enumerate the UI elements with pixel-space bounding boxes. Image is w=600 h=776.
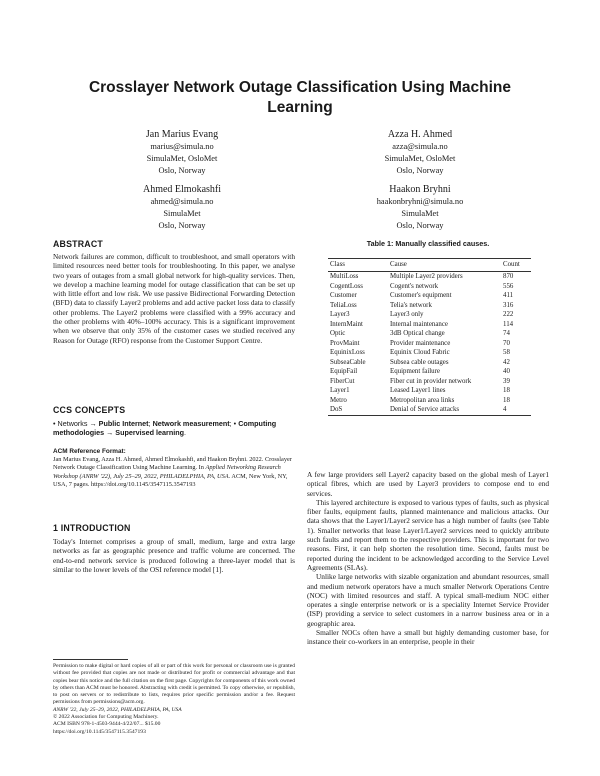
author-affiliation: SimulaMet, OsloMet [146, 154, 218, 163]
cell-class: MultiLoss [330, 273, 359, 280]
author-location: Oslo, Norway [158, 166, 206, 175]
acm-ref-text [53, 456, 295, 489]
cell-class: ProvMaint [330, 339, 360, 347]
cell-count: 18 [503, 387, 510, 394]
author-block-4 [320, 183, 520, 232]
author-affiliation: SimulaMet [163, 209, 201, 218]
table-row [328, 348, 531, 358]
cell-class: EquinixLoss [330, 349, 365, 356]
paragraph: Unlike large networks with sizable organization and abundant resources, small and medium network operators have a much smaller Network Operations Centre (NOC) with limited resources and staff. A typical small-medium NOC either operates a single enterprise network or is a speciality Internet Service Provider (ISP) providing a service to select customers in a narrow business area or in a geographic area. [307, 572, 549, 628]
table-body [328, 272, 531, 416]
author-affiliation: SimulaMet [401, 209, 439, 218]
acm-ref-venue: Applied Networking Research Workshop (ANRW '22), July 25–29, 2022, PHILADELPHIA, PA, USA. [53, 464, 281, 480]
author-email: ahmed@simula.no [150, 197, 214, 206]
paragraph: This layered architecture is exposed to various types of faults, such as physical fiber faults, equipment faults, planned maintenance and malicious attacks. Our data shows that the Layer1/Layer2 service has a high number of faults (see Table 1). Smaller networks that lease Layer1/Layer2 services need to quickly attribute such faults and report them to the respective providers. This is important for two reasons. First, it can help shorten the resolution time. Second, faults must be reported during the incident to be acknowledged according to the Service Level Agreements (SLAs). [307, 497, 549, 572]
cell-cause: Equinix Cloud Fabric [390, 349, 450, 356]
author-email: haakonbryhni@simula.no [376, 197, 464, 206]
table-row [328, 405, 531, 415]
isbn-line: ACM ISBN 978-1-4503-9444-4/22/07... $15.00 [53, 721, 161, 728]
acm-ref-part: Jan Marius Evang, Azza H. Ahmed, Ahmed Elmokashfi, and Haakon Bryhni. 2022. Crosslayer Network Outage Classification Using Machine Learning. In [53, 456, 292, 472]
cell-cause: Cogent's network [390, 282, 439, 290]
author-name: Ahmed Elmokashfi [142, 184, 222, 195]
cell-count: 42 [503, 358, 510, 366]
ccs-part: . [184, 428, 186, 438]
cell-class: Layer3 [330, 311, 350, 318]
table-row [328, 377, 531, 387]
cell-cause: Equipment failure [390, 368, 440, 375]
cell-count: 70 [503, 339, 510, 347]
cell-class: Metro [330, 396, 347, 404]
abstract-section [53, 239, 295, 345]
cell-count: 870 [503, 273, 514, 280]
cell-cause: Metropolitan area links [390, 396, 455, 404]
cell-class: Layer1 [330, 387, 350, 394]
table-row [328, 396, 531, 406]
venue-line: ANRW '22, July 25–29, 2022, PHILADELPHIA, PA, USA [53, 706, 182, 713]
author-name: Jan Marius Evang [145, 129, 219, 140]
table-header-row [328, 259, 531, 272]
ccs-part: Computing methodologies → Supervised learning [53, 419, 277, 438]
cell-count: 222 [503, 311, 514, 318]
ccs-part: Public Internet [98, 419, 149, 428]
author-location: Oslo, Norway [396, 166, 444, 175]
author-affiliation: SimulaMet, OsloMet [384, 154, 456, 163]
author-block-3 [82, 183, 282, 232]
author-location: Oslo, Norway [396, 221, 444, 230]
cell-cause: Layer3 only [390, 311, 424, 318]
ccs-section [53, 405, 295, 438]
author-email: azza@simula.no [392, 142, 448, 151]
table-row [328, 358, 531, 368]
right-column-text [307, 470, 549, 647]
table-row [328, 272, 531, 282]
cell-cause: Subsea cable outages [390, 358, 449, 366]
col-header-cause: Cause [390, 261, 407, 269]
footnote [53, 663, 295, 736]
cell-class: InternMaint [330, 320, 363, 328]
cell-class: DoS [330, 406, 343, 413]
cell-cause: Leased Layer1 lines [390, 387, 446, 394]
col-header-class: Class [330, 261, 345, 269]
causes-table [328, 258, 531, 416]
author-block-1 [82, 128, 282, 177]
table-caption: Table 1: Manually classified causes. [366, 239, 490, 248]
ccs-text [53, 419, 295, 438]
cell-count: 18 [503, 396, 510, 404]
table-row [328, 339, 531, 349]
col-header-count: Count [503, 261, 520, 269]
table-row [328, 282, 531, 292]
cell-count: 40 [503, 368, 510, 375]
cell-count: 4 [503, 406, 507, 413]
cell-count: 39 [503, 377, 510, 385]
cell-class: SubseaCable [330, 358, 366, 366]
cell-cause: Internal maintenance [390, 320, 448, 328]
cell-cause: Multiple Layer2 providers [390, 273, 463, 280]
cell-cause: Fiber cut in provider network [390, 377, 472, 385]
paragraph: Smaller NOCs often have a small but highly demanding customer base, for instance their co-workers in an enterprise, people in their [307, 628, 549, 647]
cell-count: 556 [503, 282, 514, 290]
author-block-2 [320, 128, 520, 177]
table-row [328, 320, 531, 330]
paragraph: A few large providers sell Layer2 capacity based on the global mesh of Layer1 optical fibres, which are used by Layer3 providers to compose end to end services. [307, 470, 549, 498]
table [328, 259, 531, 416]
acm-reference [53, 448, 295, 489]
ccs-heading: CCS CONCEPTS [53, 405, 126, 415]
doi-line: https://doi.org/10.1145/3547115.3547193 [53, 728, 146, 735]
table-row [328, 386, 531, 396]
paper-title: Crosslayer Network Outage Classification Using Machine Learning [88, 79, 512, 116]
cell-cause: Telia's network [390, 301, 432, 309]
table-row [328, 301, 531, 311]
table-row [328, 291, 531, 301]
table-row [328, 310, 531, 320]
cell-class: EquipFail [330, 368, 358, 375]
cell-cause: Customer's equipment [390, 292, 452, 299]
footnote-rule [53, 659, 128, 660]
cell-count: 316 [503, 301, 514, 309]
cell-cause: Provider maintenance [390, 339, 451, 347]
cell-count: 58 [503, 349, 510, 356]
abstract-text: Network failures are common, difficult to troubleshoot, and small operators with limited resources need better tools for troubleshooting. In this paper, we analyse two years of outages from a small global network for high-quality services. Then, we develop a machine learning model for outage classification that can be set up with little effort and low risk. We use passive Bidirectional Forwarding Detection (BFD) data to classify Layer2 problems and add active packet loss data to classify other problems. The Layer2 problems were classified with a 99% accuracy and the other problems with 40%–100% accuracy. This is a significant improvement when we observe that only 35% of the customer cases we studied received any Reason for Outage (RFO) response from the Customer Support Centre. [53, 252, 295, 345]
cell-cause: Denial of Service attacks [390, 406, 460, 413]
cell-count: 411 [503, 292, 514, 299]
acm-ref-heading: ACM Reference Format: [53, 448, 126, 455]
table-row [328, 329, 531, 339]
author-email: marius@simula.no [150, 142, 214, 151]
cell-class: FiberCut [330, 377, 355, 385]
intro-heading: 1 INTRODUCTION [53, 523, 131, 533]
cell-count: 114 [503, 320, 514, 328]
copyright-line: © 2022 Association for Computing Machinery. [53, 714, 159, 721]
cell-class: Customer [330, 292, 357, 299]
cell-count: 74 [503, 330, 510, 337]
ccs-part: • Networks → [53, 419, 99, 428]
table-row [328, 367, 531, 377]
author-name: Haakon Bryhni [389, 184, 451, 195]
ccs-part: ; • [229, 419, 239, 428]
cell-cause: 3dB Optical change [390, 330, 445, 337]
ccs-part: Network measurement [152, 419, 230, 428]
permission-notice: Permission to make digital or hard copies of all or part of this work for personal or classroom use is granted without fee provided that copies are not made or distributed for profit or commercial advantage and that copies bear this notice and the full citation on the first page. Copyrights for components of this work owned by others than ACM must be honored. Abstracting with credit is permitted. To copy otherwise, or republish, to post on servers or to redistribute to lists, requires prior specific permission and/or a fee. Request permissions from permissions@acm.org. [53, 663, 295, 706]
author-location: Oslo, Norway [158, 221, 206, 230]
acm-ref-part: ACM, New York, NY, USA, 7 pages. https://doi.org/10.1145/3547115.3547193 [53, 472, 288, 488]
introduction-section [53, 523, 295, 574]
cell-class: TeliaLoss [330, 301, 357, 309]
intro-text: Today's Internet comprises a group of small, medium, large and extra large networks as far as geographic presence and traffic volume are concerned. The end-to-end network service is produced following a three-layer model that is similar to the lower levels of the OSI reference model [1]. [53, 537, 295, 574]
abstract-heading: ABSTRACT [53, 239, 103, 249]
author-name: Azza H. Ahmed [387, 129, 453, 140]
ccs-part: ; [148, 419, 153, 428]
cell-class: CogentLoss [330, 282, 363, 290]
table-top-rule [328, 258, 531, 259]
cell-class: Optic [330, 330, 346, 337]
